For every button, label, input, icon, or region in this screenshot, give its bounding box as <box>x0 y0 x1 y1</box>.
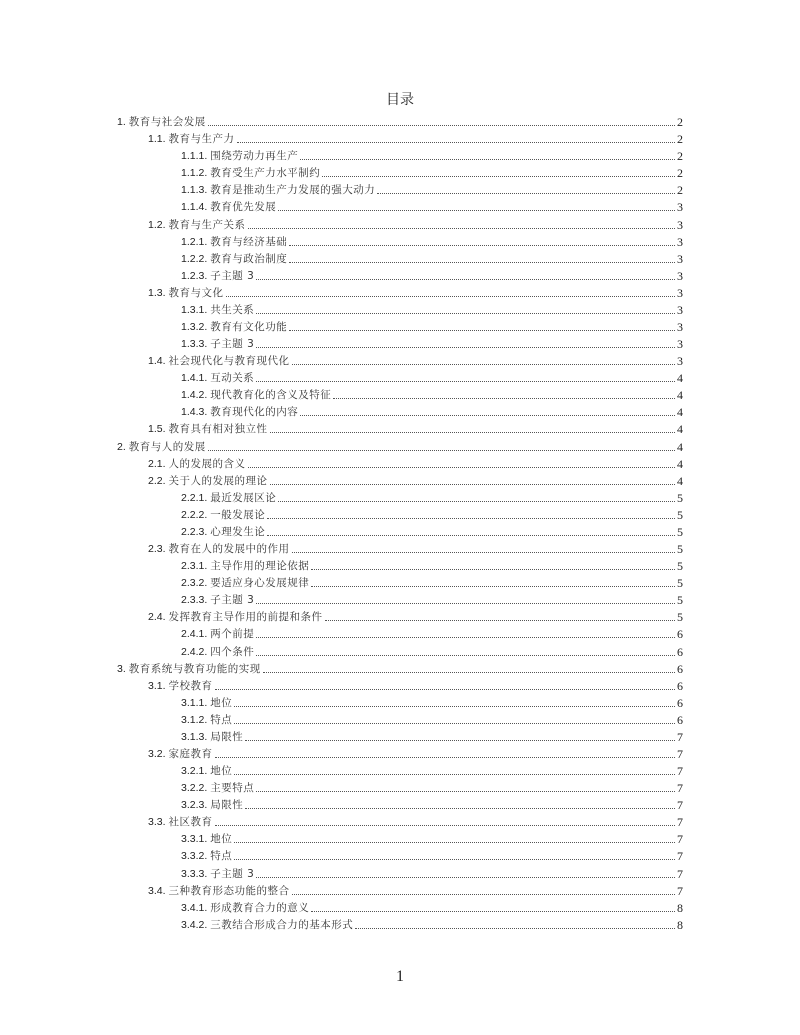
toc-entry-number: 2.2. <box>148 474 166 487</box>
toc-entry-page: 7 <box>677 781 683 796</box>
toc-entry-page: 3 <box>677 302 683 317</box>
toc-entry-level-3[interactable] <box>117 795 683 812</box>
toc-entry-number: 1.1. <box>148 133 166 146</box>
dot-leader <box>234 774 675 775</box>
toc-entry-title: 子主题 3 <box>210 269 255 282</box>
dot-leader <box>237 142 675 143</box>
toc-entry-page: 6 <box>677 661 683 676</box>
toc-entry-title: 社区教育 <box>168 816 213 829</box>
toc-entry-title: 围绕劳动力再生产 <box>210 150 299 163</box>
toc-entry-page: 6 <box>677 678 683 693</box>
toc-entry-page: 2 <box>677 166 683 181</box>
toc-entry-number: 1.1.1. <box>181 150 208 163</box>
toc-entry-level-3[interactable] <box>117 573 683 590</box>
toc-entry-title: 教育现代化的内容 <box>210 406 299 419</box>
toc-entry-page: 3 <box>677 268 683 283</box>
dot-leader <box>300 159 675 160</box>
dot-leader <box>208 125 675 126</box>
dot-leader <box>245 740 675 741</box>
toc-entry-title: 地位 <box>210 833 233 846</box>
toc-entry-title: 局限性 <box>210 730 244 743</box>
dot-leader <box>278 210 675 211</box>
toc-entry-number: 2.4.2. <box>181 645 208 658</box>
dot-leader <box>355 928 675 929</box>
toc-entry-number: 3. <box>117 662 126 675</box>
toc-entry-level-3[interactable] <box>117 317 683 334</box>
toc-entry-level-1[interactable] <box>117 112 683 129</box>
toc-entry-level-3[interactable] <box>117 829 683 846</box>
toc-entry-level-2[interactable] <box>117 214 683 231</box>
toc-entry-page: 3 <box>677 285 683 300</box>
toc-entry-title: 教育与生产关系 <box>168 218 246 231</box>
dot-leader <box>263 672 675 673</box>
toc-entry-number: 3.2.3. <box>181 799 208 812</box>
toc-entry-title: 人的发展的含义 <box>168 457 246 470</box>
dot-leader <box>270 432 675 433</box>
toc-entry-title: 最近发展区论 <box>210 491 277 504</box>
toc-entry-title: 特点 <box>210 850 233 863</box>
toc-entry-title: 教育在人的发展中的作用 <box>168 543 290 556</box>
toc-entry-level-2[interactable] <box>117 129 683 146</box>
toc-entry-number: 1.4. <box>148 355 166 368</box>
toc-entry-level-3[interactable] <box>117 846 683 863</box>
toc-entry-level-3[interactable] <box>117 727 683 744</box>
toc-entry-title: 要适应身心发展规律 <box>210 577 310 590</box>
toc-entry-number: 1.4.1. <box>181 372 208 385</box>
toc-entry-level-3[interactable] <box>117 368 683 385</box>
page-number: 1 <box>396 968 404 985</box>
toc-entry-page: 5 <box>677 559 683 574</box>
toc-entry-level-3[interactable] <box>117 232 683 249</box>
dot-leader <box>256 347 675 348</box>
toc-entry-number: 3.2.1. <box>181 765 208 778</box>
toc-entry-page: 4 <box>677 439 683 454</box>
dot-leader <box>292 364 675 365</box>
toc-entry-level-3[interactable] <box>117 522 683 539</box>
dot-leader <box>215 757 675 758</box>
toc-entry-level-3[interactable] <box>117 163 683 180</box>
toc-entry-level-3[interactable] <box>117 761 683 778</box>
toc-entry-level-3[interactable] <box>117 590 683 607</box>
toc-entry-level-3[interactable] <box>117 146 683 163</box>
toc-entry-title: 关于人的发展的理论 <box>168 474 268 487</box>
toc-entry-number: 1.1.4. <box>181 201 208 214</box>
toc-entry-title: 教育与人的发展 <box>128 440 206 453</box>
dot-leader <box>300 415 675 416</box>
toc-entry-page: 4 <box>677 405 683 420</box>
toc-entry-page: 6 <box>677 627 683 642</box>
toc-entry-level-2[interactable] <box>117 539 683 556</box>
toc-entry-number: 1.4.2. <box>181 389 208 402</box>
toc-entry-page: 2 <box>677 132 683 147</box>
toc-entry-level-2[interactable] <box>117 676 683 693</box>
toc-entry-page: 4 <box>677 422 683 437</box>
toc-entry-title: 教育优先发展 <box>210 201 277 214</box>
toc-entry-page: 6 <box>677 644 683 659</box>
toc-entry-title: 共生关系 <box>210 303 255 316</box>
dot-leader <box>270 484 675 485</box>
toc-entry-number: 2.2.1. <box>181 491 208 504</box>
toc-entry-level-2[interactable] <box>117 607 683 624</box>
toc-entry-title: 主要特点 <box>210 782 255 795</box>
dot-leader <box>215 825 675 826</box>
toc-entry-title: 两个前提 <box>210 628 255 641</box>
dot-leader <box>311 569 675 570</box>
toc-entry-title: 教育与政治制度 <box>210 252 288 265</box>
toc-entry-number: 2.3.2. <box>181 577 208 590</box>
toc-entry-page: 7 <box>677 815 683 830</box>
toc-entry-title: 教育系统与教育功能的实现 <box>128 662 261 675</box>
toc-entry-title: 子主题 3 <box>210 594 255 607</box>
toc-entry-number: 1.3.1. <box>181 303 208 316</box>
toc-title: 目录 <box>386 93 414 108</box>
dot-leader <box>234 706 675 707</box>
toc-entry-page: 2 <box>677 115 683 130</box>
toc-entry-page: 7 <box>677 746 683 761</box>
toc-entry-page: 4 <box>677 371 683 386</box>
toc-entry-page: 2 <box>677 149 683 164</box>
toc-entry-number: 3.3. <box>148 816 166 829</box>
toc-entry-title: 教育与经济基础 <box>210 235 288 248</box>
dot-leader <box>248 228 675 229</box>
toc-entry-page: 7 <box>677 883 683 898</box>
dot-leader <box>267 535 675 536</box>
toc-entry-page: 5 <box>677 507 683 522</box>
dot-leader <box>256 313 675 314</box>
dot-leader <box>322 176 675 177</box>
dot-leader <box>256 603 675 604</box>
table-of-contents <box>117 112 683 932</box>
toc-entry-title: 三教结合形成合力的基本形式 <box>210 918 354 931</box>
toc-entry-page: 5 <box>677 593 683 608</box>
toc-entry-title: 教育具有相对独立性 <box>168 423 268 436</box>
toc-entry-level-3[interactable] <box>117 488 683 505</box>
toc-entry-page: 7 <box>677 798 683 813</box>
toc-entry-number: 1.2. <box>148 218 166 231</box>
toc-entry-level-3[interactable] <box>117 300 683 317</box>
toc-entry-number: 3.3.1. <box>181 833 208 846</box>
dot-leader <box>311 586 675 587</box>
dot-leader <box>256 279 675 280</box>
toc-entry-title: 局限性 <box>210 799 244 812</box>
toc-entry-title: 教育受生产力水平制约 <box>210 167 321 180</box>
toc-entry-page: 8 <box>677 917 683 932</box>
toc-entry-number: 3.3.2. <box>181 850 208 863</box>
toc-entry-number: 2. <box>117 440 126 453</box>
toc-entry-number: 1.2.3. <box>181 269 208 282</box>
toc-entry-page: 6 <box>677 695 683 710</box>
toc-entry-level-3[interactable] <box>117 556 683 573</box>
toc-entry-page: 7 <box>677 729 683 744</box>
dot-leader <box>226 296 675 297</box>
toc-entry-page: 5 <box>677 490 683 505</box>
toc-entry-level-2[interactable] <box>117 744 683 761</box>
toc-entry-title: 学校教育 <box>168 679 213 692</box>
toc-entry-title: 教育与文化 <box>168 286 224 299</box>
toc-entry-number: 1.5. <box>148 423 166 436</box>
toc-entry-title: 四个条件 <box>210 645 255 658</box>
toc-entry-page: 3 <box>677 251 683 266</box>
toc-entry-number: 1. <box>117 116 126 129</box>
toc-entry-number: 2.3.1. <box>181 560 208 573</box>
toc-entry-level-3[interactable] <box>117 710 683 727</box>
toc-entry-number: 2.4. <box>148 611 166 624</box>
toc-entry-number: 3.4.1. <box>181 901 208 914</box>
toc-entry-level-3[interactable] <box>117 641 683 658</box>
toc-entry-title: 发挥教育主导作用的前提和条件 <box>168 611 323 624</box>
dot-leader <box>215 689 675 690</box>
toc-entry-level-2[interactable] <box>117 812 683 829</box>
toc-entry-title: 子主题 3 <box>210 338 255 351</box>
dot-leader <box>248 467 675 468</box>
toc-entry-page: 4 <box>677 388 683 403</box>
toc-entry-number: 1.1.2. <box>181 167 208 180</box>
toc-entry-page: 3 <box>677 337 683 352</box>
toc-entry-number: 1.4.3. <box>181 406 208 419</box>
toc-entry-number: 2.3.3. <box>181 594 208 607</box>
toc-entry-level-3[interactable] <box>117 863 683 880</box>
toc-entry-title: 三种教育形态功能的整合 <box>168 884 290 897</box>
toc-entry-level-2[interactable] <box>117 351 683 368</box>
toc-entry-level-3[interactable] <box>117 505 683 522</box>
toc-entry-page: 5 <box>677 524 683 539</box>
toc-entry-level-3[interactable] <box>117 915 683 932</box>
toc-entry-level-2[interactable] <box>117 471 683 488</box>
toc-entry-level-3[interactable] <box>117 898 683 915</box>
toc-entry-page: 3 <box>677 354 683 369</box>
dot-leader <box>256 637 675 638</box>
toc-entry-number: 2.4.1. <box>181 628 208 641</box>
toc-entry-title: 地位 <box>210 696 233 709</box>
toc-entry-title: 教育与社会发展 <box>128 116 206 129</box>
toc-entry-number: 3.1. <box>148 679 166 692</box>
toc-entry-title: 社会现代化与教育现代化 <box>168 355 290 368</box>
toc-entry-level-1[interactable] <box>117 436 683 453</box>
toc-entry-number: 3.4.2. <box>181 918 208 931</box>
toc-entry-level-2[interactable] <box>117 881 683 898</box>
toc-entry-number: 1.2.2. <box>181 252 208 265</box>
toc-entry-title: 地位 <box>210 765 233 778</box>
toc-entry-number: 3.1.3. <box>181 730 208 743</box>
toc-entry-number: 1.3.2. <box>181 321 208 334</box>
toc-entry-number: 3.4. <box>148 884 166 897</box>
dot-leader <box>245 808 675 809</box>
dot-leader <box>267 518 675 519</box>
toc-entry-title: 特点 <box>210 713 233 726</box>
toc-entry-number: 1.3.3. <box>181 338 208 351</box>
toc-entry-level-3[interactable] <box>117 197 683 214</box>
toc-entry-title: 形成教育合力的意义 <box>210 901 310 914</box>
toc-entry-page: 7 <box>677 764 683 779</box>
dot-leader <box>256 877 675 878</box>
toc-entry-level-3[interactable] <box>117 402 683 419</box>
toc-entry-level-3[interactable] <box>117 266 683 283</box>
toc-entry-page: 7 <box>677 832 683 847</box>
toc-entry-page: 7 <box>677 849 683 864</box>
toc-entry-level-3[interactable] <box>117 180 683 197</box>
toc-entry-title: 主导作用的理论依据 <box>210 560 310 573</box>
dot-leader <box>208 450 675 451</box>
toc-entry-title: 教育与生产力 <box>168 133 235 146</box>
toc-entry-page: 5 <box>677 576 683 591</box>
toc-entry-number: 3.3.3. <box>181 867 208 880</box>
toc-entry-level-2[interactable] <box>117 283 683 300</box>
dot-leader <box>289 245 675 246</box>
dot-leader <box>256 655 675 656</box>
toc-entry-page: 3 <box>677 217 683 232</box>
dot-leader <box>289 262 675 263</box>
toc-entry-page: 5 <box>677 610 683 625</box>
toc-entry-title: 现代教育化的含义及特征 <box>210 389 332 402</box>
toc-entry-page: 3 <box>677 200 683 215</box>
toc-entry-title: 家庭教育 <box>168 747 213 760</box>
dot-leader <box>325 620 675 621</box>
toc-entry-number: 2.2.3. <box>181 525 208 538</box>
toc-entry-level-3[interactable] <box>117 693 683 710</box>
toc-entry-page: 7 <box>677 866 683 881</box>
toc-entry-number: 2.2.2. <box>181 508 208 521</box>
dot-leader <box>234 859 675 860</box>
toc-entry-page: 4 <box>677 473 683 488</box>
toc-entry-title: 子主题 3 <box>210 867 255 880</box>
toc-entry-title: 一般发展论 <box>210 508 266 521</box>
toc-entry-level-3[interactable] <box>117 624 683 641</box>
toc-entry-page: 4 <box>677 456 683 471</box>
toc-entry-level-3[interactable] <box>117 385 683 402</box>
dot-leader <box>311 911 675 912</box>
dot-leader <box>289 330 675 331</box>
dot-leader <box>234 842 675 843</box>
toc-entry-title: 教育有文化功能 <box>210 321 288 334</box>
toc-entry-number: 2.1. <box>148 457 166 470</box>
toc-entry-page: 3 <box>677 320 683 335</box>
toc-entry-number: 3.2. <box>148 747 166 760</box>
toc-entry-title: 心理发生论 <box>210 525 266 538</box>
dot-leader <box>256 791 675 792</box>
toc-entry-number: 3.1.1. <box>181 696 208 709</box>
toc-entry-level-2[interactable] <box>117 419 683 436</box>
toc-entry-level-3[interactable] <box>117 778 683 795</box>
toc-entry-number: 1.3. <box>148 286 166 299</box>
toc-entry-number: 1.2.1. <box>181 235 208 248</box>
toc-entry-number: 2.3. <box>148 543 166 556</box>
toc-entry-number: 1.1.3. <box>181 184 208 197</box>
toc-entry-level-3[interactable] <box>117 334 683 351</box>
toc-entry-page: 2 <box>677 183 683 198</box>
toc-entry-title: 教育是推动生产力发展的强大动力 <box>210 184 376 197</box>
toc-entry-level-1[interactable] <box>117 659 683 676</box>
dot-leader <box>234 723 675 724</box>
toc-entry-title: 互动关系 <box>210 372 255 385</box>
toc-entry-page: 6 <box>677 712 683 727</box>
dot-leader <box>292 552 675 553</box>
toc-entry-page: 5 <box>677 542 683 557</box>
toc-entry-number: 3.1.2. <box>181 713 208 726</box>
toc-entry-page: 3 <box>677 234 683 249</box>
toc-entry-number: 3.2.2. <box>181 782 208 795</box>
dot-leader <box>377 193 675 194</box>
dot-leader <box>256 381 675 382</box>
dot-leader <box>333 398 675 399</box>
toc-entry-level-3[interactable] <box>117 249 683 266</box>
dot-leader <box>278 501 675 502</box>
dot-leader <box>292 894 675 895</box>
toc-entry-page: 8 <box>677 900 683 915</box>
toc-entry-level-2[interactable] <box>117 454 683 471</box>
